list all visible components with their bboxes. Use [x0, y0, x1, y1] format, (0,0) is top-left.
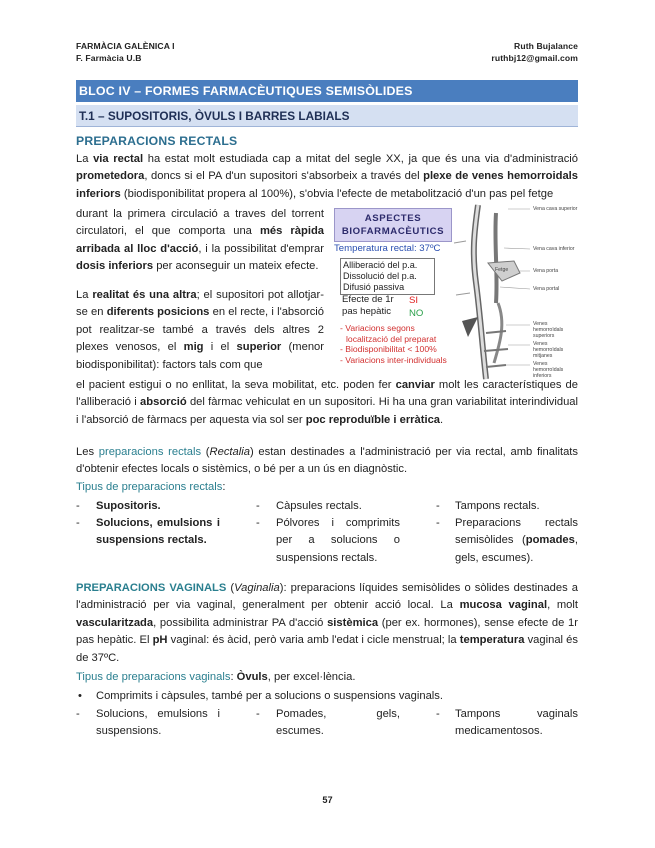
rectal-heading: PREPARACIONS RECTALS — [76, 134, 238, 148]
rectal-paragraph-1: La via rectal ha estat molt estudiada cap a mitat del segle XX, ja que és una via d'administració prometedora, doncs si el PA d'un supositori s'absorbeix a través del plexe de venes hemorroidals inferiors (biodisponibilitat propera al 100%), s'obvia l'efecte de metabolització d'un pas pel fetge — [76, 153, 579, 200]
author-email[interactable]: ruthbj12@gmail.com — [491, 53, 578, 63]
vaginal-types-list: • Comprimits i càpsules, també per a solucions o suspensions vaginals. - Solucions, emulsions i suspensions. - Pomades, gels, escumes. - Tampons vaginals medicamentosos. — [76, 690, 578, 738]
figure-no-label: NO — [409, 308, 424, 319]
rectal-paragraph-3: Les preparacions rectals (Rectalia) estan destinades a l'administració per via rectal, amb finalitats d'obtenir efectes locals o sistèmics, o bé per a un ús en diagnòstic. — [76, 446, 578, 476]
figure-yes-label: SI — [409, 295, 419, 306]
header-right — [491, 40, 578, 64]
figure-notes: - Variacions segons localització del preparat - Biodisponibilitat < 100% - Variacions inter-individuals — [340, 323, 447, 365]
rectal-paragraph-2: La realitat és una altra; el supositori pot allotjar-se en diferents posicions en el recte, i l'absorció pot realitzar-se també a través dels altres 2 plexes venosos, el mig i el superior (menor biodisponibilitat): factors tals com que — [76, 289, 324, 371]
figure-temperature: Temperatura rectal: 37ºC — [334, 243, 441, 254]
anatomy-illustration: Vena cava superior Vena cava inferior Fetge Vena porta Vena portal Venes hemorroïdals superiors Venes hemorroïdals mitjanes Venes hemorroïdals inferiors — [448, 203, 580, 383]
rectal-types-list: - Supositoris. - Solucions, emulsions i suspensions rectals. - Càpsules rectals. - Pólvores i comprimits per a solucions o suspensions rectals. - Tampons rectals. - Preparacions rectals semisòlides (pomades, gels, escumes). — [76, 500, 578, 564]
rectal-types-label: Tipus de preparacions rectals: — [76, 481, 226, 493]
page-number: 57 — [322, 795, 333, 805]
course-title: FARMÀCIA GALÈNICA I — [76, 41, 175, 51]
rectal-paragraph-1-cont: durant la primera circulació a traves del torrent circulatori, el que comporta una més ràpida arribada al lloc d'acció, i la possibilitat d'emprar dosis inferiors per aconseguir un mateix efecte. — [76, 208, 324, 273]
biopharmaceutical-figure — [332, 203, 580, 383]
header-left — [76, 40, 175, 64]
bloc-title: BLOC IV – FORMES FARMACÈUTIQUES SEMISÒLIDES — [76, 80, 578, 102]
topic-title: T.1 – SUPOSITORIS, ÒVULS I BARRES LABIALS — [76, 105, 578, 127]
author-name: Ruth Bujalance — [514, 41, 578, 51]
figure-first-pass: Efecte de 1r pas hepàtic — [342, 294, 394, 317]
vaginal-paragraph: PREPARACIONS VAGINALS (Vaginalia): preparacions líquides semisòlides o sòlides destinades a l'administració per via vaginal, generalment per obtenir acció local. La mucosa vaginal, molt vascularitzada, possibilita administrar PA d'acció sistèmica (per ex. hormones), sense efecte de 1r pas hepàtic. El pH vaginal: és àcid, però varia amb l'edat i cicle menstrual; la temperatura vaginal és de 37ºC. — [76, 582, 578, 664]
figure-process-list: Alliberació del p.a. Dissolució del p.a. Difusió passiva — [340, 258, 435, 295]
rectal-paragraph-2-cont: el pacient estigui o no enllitat, la seva mobilitat, etc. poden fer canviar molt les característiques de l'alliberació i absorció del fàrmac vehiculat en un supositori. Hi ha una gran variabilitat interindividual i l'absorció de fàrmacs per aquesta via sol ser poc reproduïble i erràtica. — [76, 379, 578, 426]
vaginal-types-label: Tipus de preparacions vaginals: Òvuls, per excel·lència. — [76, 671, 356, 683]
figure-title: ASPECTES BIOFARMACÈUTICS — [334, 208, 452, 242]
faculty-name: F. Farmàcia U.B — [76, 53, 142, 63]
